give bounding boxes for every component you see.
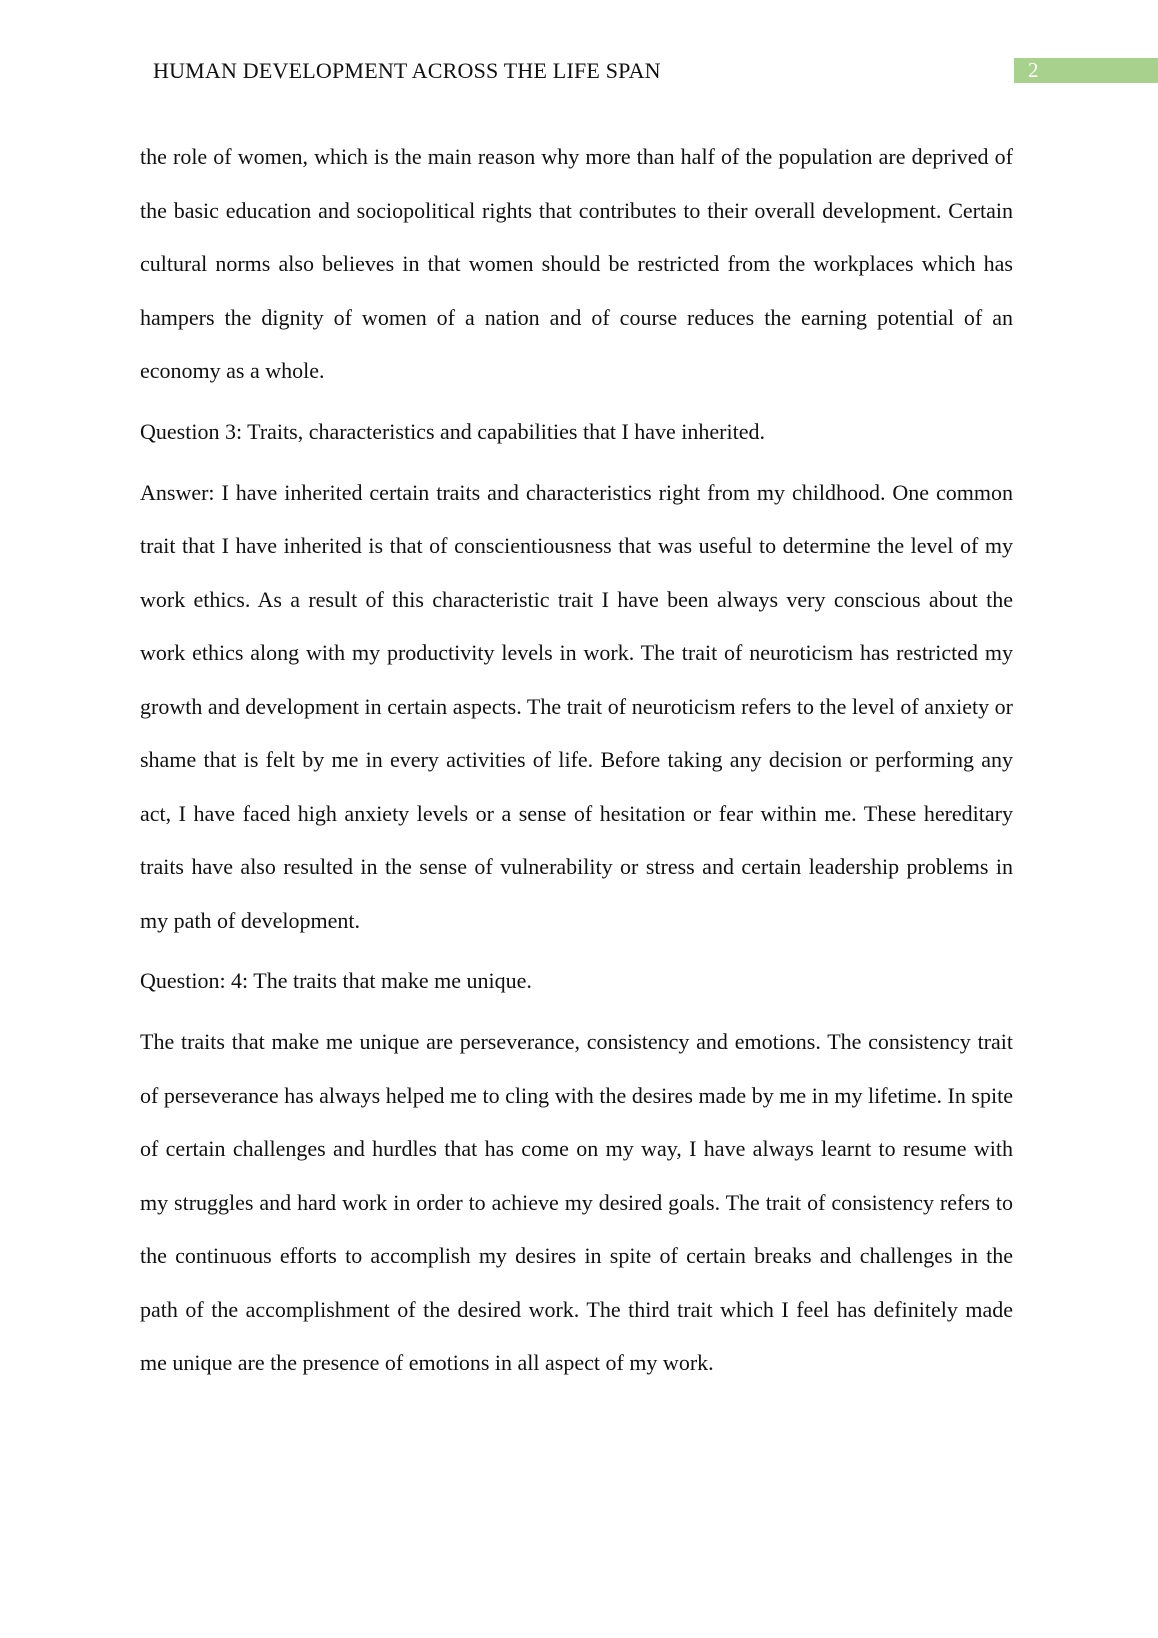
question-3-heading: Question 3: Traits, characteristics and capabilities that I have inherited.	[140, 418, 765, 444]
answer-3-paragraph: Answer: I have inherited certain traits and characteristics right from my childhood. One common trait that I have inherited is that of conscientiousness that was useful to determine the level of my work ethics. As a result of this characteristic trait I have been always very conscious about the work ethics along with my productivity levels in work. The trait of neuroticism has restricted my growth and development in certain aspects. The trait of neuroticism refers to the level of anxiety or shame that is felt by me in every activities of life. Before taking any decision or performing any act, I have faced high anxiety levels or a sense of hesitation or fear within me. These hereditary traits have also resulted in the sense of vulnerability or stress and certain leadership problems in my path of development.	[140, 479, 1013, 933]
intro-paragraph: the role of women, which is the main reason why more than half of the population are deprived of the basic education and sociopolitical rights that contributes to their overall development. Certain cultural norms also believes in that women should be restricted from the workplaces which has hampers the dignity of women of a nation and of course reduces the earning potential of an economy as a whole.	[140, 144, 1013, 383]
document-body	[140, 130, 1013, 1390]
running-header-title: HUMAN DEVELOPMENT ACROSS THE LIFE SPAN	[153, 58, 661, 83]
page-number-badge	[1014, 58, 1158, 83]
question-4-heading: Question: 4: The traits that make me unique.	[140, 968, 532, 993]
answer-4-paragraph: The traits that make me unique are perseverance, consistency and emotions. The consistency trait of perseverance has always helped me to cling with the desires made by me in my lifetime. In spite of certain challenges and hurdles that has come on my way, I have always learnt to resume with my struggles and hard work in order to achieve my desired goals. The trait of consistency refers to the continuous efforts to accomplish my desires in spite of certain breaks and challenges in the path of the accomplishment of the desired work. The third trait which I feel has definitely made me unique are the presence of emotions in all aspect of my work.	[140, 1029, 1013, 1375]
page-number: 2	[1028, 58, 1039, 82]
